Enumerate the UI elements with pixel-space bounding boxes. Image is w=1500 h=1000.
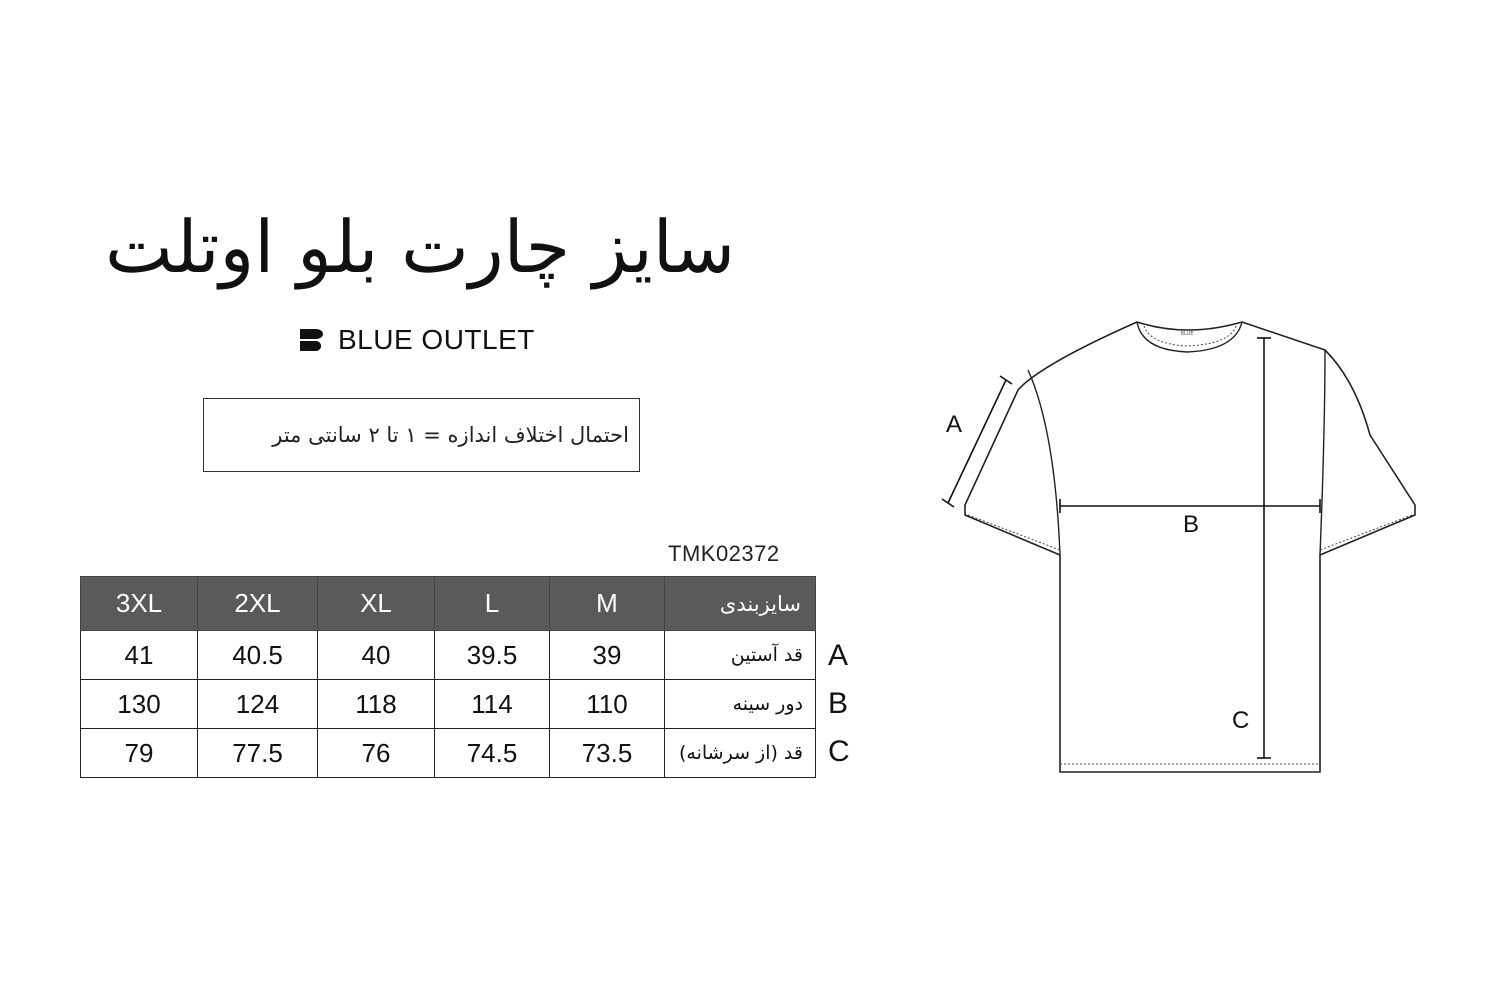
size-header-l: L <box>435 577 550 631</box>
row-letters <box>828 632 850 776</box>
diagram-label-b: B <box>1183 511 1200 538</box>
diagram-label-a: A <box>946 411 963 438</box>
size-header-2xl: 2XL <box>198 577 318 631</box>
tshirt-outline <box>965 322 1415 772</box>
table-row <box>81 680 816 729</box>
table-cell: 40.5 <box>198 631 318 680</box>
brand <box>298 322 535 358</box>
table-cell: 110 <box>550 680 665 729</box>
table-cell: 118 <box>318 680 435 729</box>
table-row <box>81 729 816 778</box>
blue-outlet-logo-icon <box>298 328 326 352</box>
size-header-m: M <box>550 577 665 631</box>
product-code: TMK02372 <box>668 541 780 566</box>
measure-line-c <box>1257 338 1271 758</box>
row-label: دور سینه <box>665 680 816 729</box>
table-cell: 73.5 <box>550 729 665 778</box>
row-letter-b: B <box>828 687 849 720</box>
table-cell: 40 <box>318 631 435 680</box>
size-header-xl: XL <box>318 577 435 631</box>
size-header-3xl: 3XL <box>81 577 198 631</box>
size-table <box>80 576 816 778</box>
table-cell: 39.5 <box>435 631 550 680</box>
size-tolerance-note: احتمال اختلاف اندازه = ۱ تا ۲ سانتی متر <box>203 398 640 472</box>
page-title: سایز چارت بلو اوتلت <box>104 205 736 289</box>
table-cell: 76 <box>318 729 435 778</box>
size-table-header-row <box>81 577 816 631</box>
brand-name: BLUE OUTLET <box>338 324 535 355</box>
size-header-label: سایزبندی <box>665 577 816 631</box>
table-cell: 74.5 <box>435 729 550 778</box>
row-label: قد آستین <box>665 631 816 680</box>
table-cell: 114 <box>435 680 550 729</box>
tshirt-diagram <box>930 310 1430 780</box>
collar-tag: BLUE <box>1180 331 1194 337</box>
row-label: قد (از سرشانه) <box>665 729 816 778</box>
table-cell: 130 <box>81 680 198 729</box>
diagram-label-c: C <box>1232 707 1250 734</box>
table-row <box>81 631 816 680</box>
table-cell: 124 <box>198 680 318 729</box>
table-cell: 79 <box>81 729 198 778</box>
table-cell: 39 <box>550 631 665 680</box>
measure-line-a <box>942 376 1012 507</box>
row-letter-a: A <box>828 639 849 672</box>
row-letter-c: C <box>828 735 850 768</box>
table-cell: 41 <box>81 631 198 680</box>
table-cell: 77.5 <box>198 729 318 778</box>
